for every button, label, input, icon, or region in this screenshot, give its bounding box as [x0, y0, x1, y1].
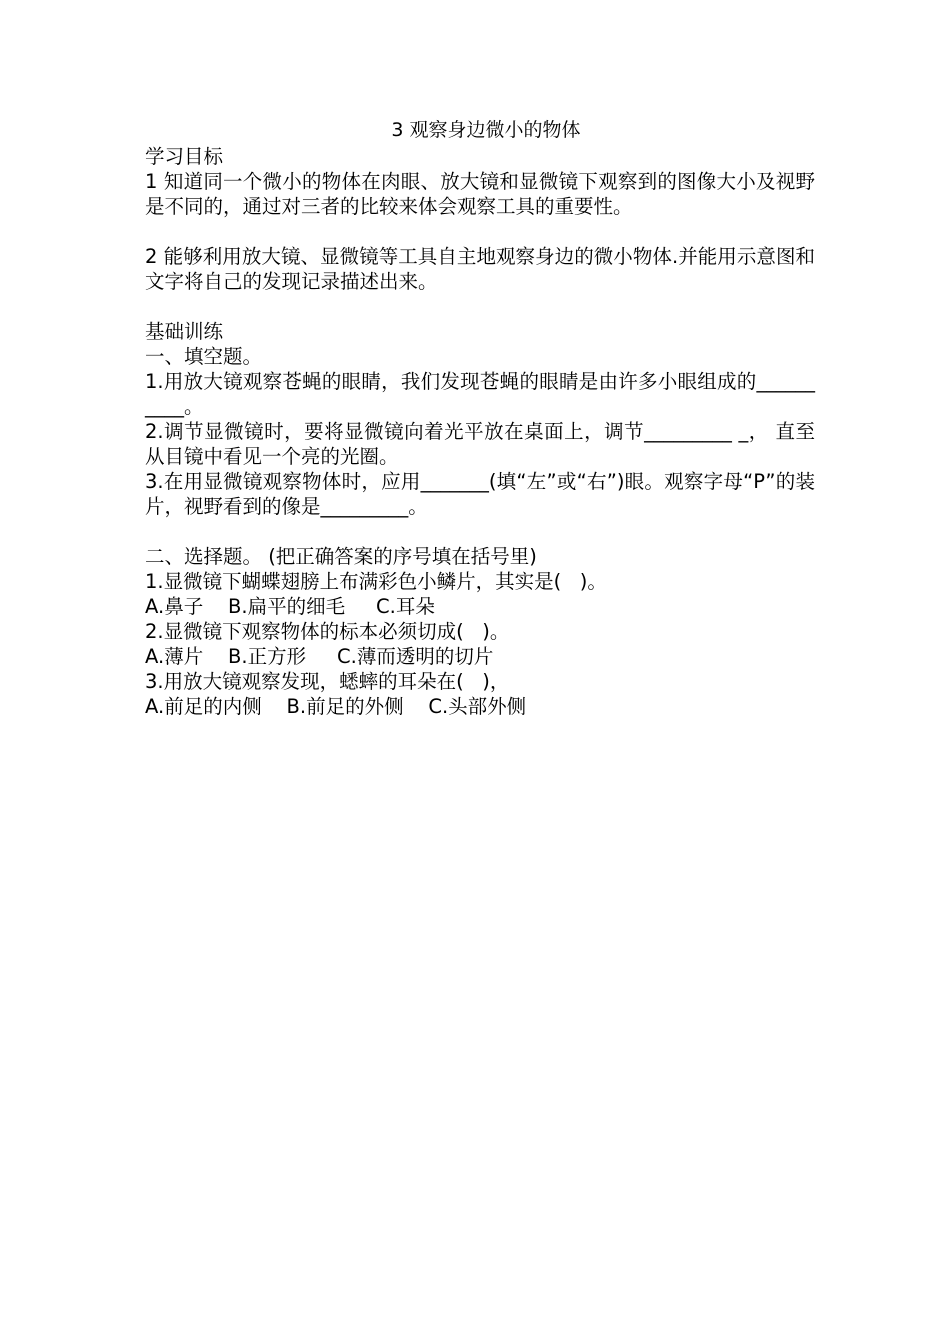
fill-blank-question-1: 1.用放大镜观察苍蝇的眼睛，我们发现苍蝇的眼睛是由许多小眼组成的__________。	[145, 370, 815, 418]
choice-question-3-options: A.前足的内侧 B.前足的外侧 C.头部外侧	[145, 695, 527, 718]
choice-question-1-stem: 1.显微镜下蝴蝶翅膀上布满彩色小鳞片，其实是( )。	[145, 570, 607, 593]
objective-item-1: 1 知道同一个微小的物体在肉眼、放大镜和显微镜下观察到的图像大小及视野是不同的，通过对三者的比较来体会观察工具的重要性。	[145, 170, 815, 218]
objectives-heading: 学习目标	[145, 145, 224, 168]
choice-question-3-stem: 3.用放大镜观察发现，蟋蟀的耳朵在( )，	[145, 670, 510, 693]
fill-blank-question-2: 2.调节显微镜时，要将显微镜向着光平放在桌面上，调节_________ _， 直至从目镜中看见一个亮的光圈。	[145, 420, 815, 468]
fill-blank-heading: 一、填空题。	[145, 345, 263, 368]
choice-heading: 二、选择题。 (把正确答案的序号填在括号里)	[145, 545, 537, 568]
spacer	[145, 519, 815, 544]
spacer	[145, 219, 815, 244]
training-heading: 基础训练	[145, 320, 224, 343]
worksheet-page	[145, 118, 815, 719]
choice-question-2-options: A.薄片 B.正方形 C.薄而透明的切片	[145, 645, 494, 668]
spacer	[145, 294, 815, 319]
page-title: 3 观察身边微小的物体	[391, 119, 581, 141]
objective-item-2: 2 能够利用放大镜、显微镜等工具自主地观察身边的微小物体.并能用示意图和文字将自己的发现记录描述出来。	[145, 245, 815, 293]
fill-blank-question-3: 3.在用显微镜观察物体时，应用_______(填“左”或“右”)眼。观察字母“P”的装片，视野看到的像是_________。	[145, 470, 815, 518]
choice-question-1-options: A.鼻子 B.扁平的细毛 C.耳朵	[145, 595, 435, 618]
choice-question-2-stem: 2.显微镜下观察物体的标本必须切成( )。	[145, 620, 510, 643]
